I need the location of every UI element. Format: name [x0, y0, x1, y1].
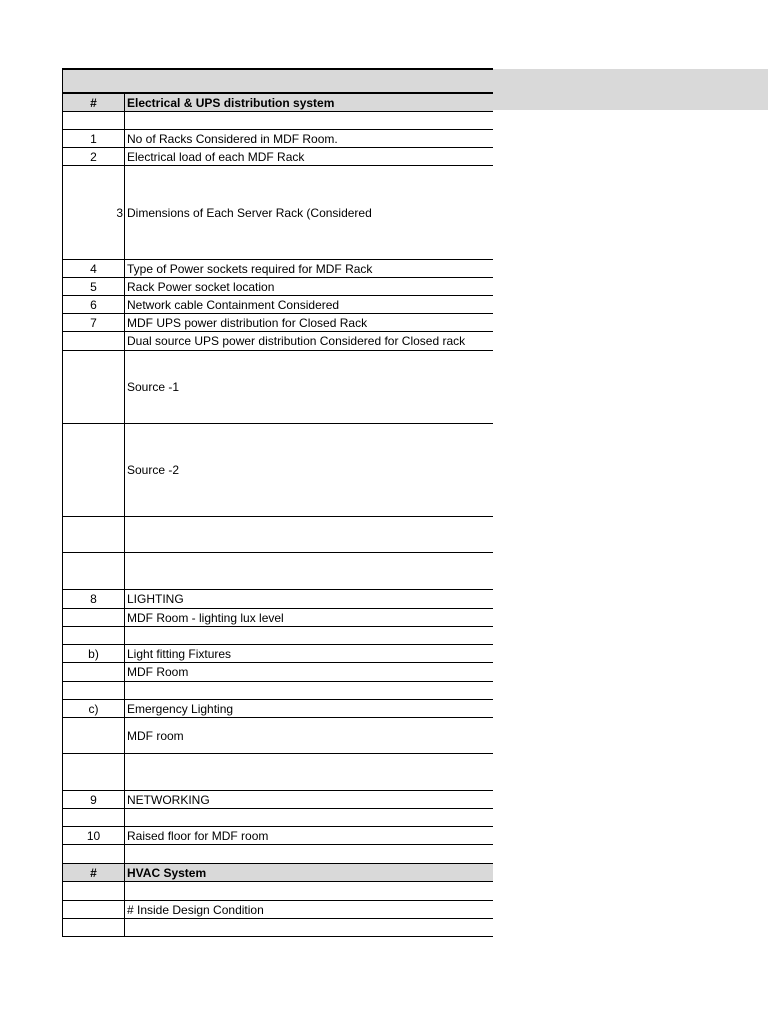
num-cell: c)	[63, 700, 125, 717]
desc-cell: Light fitting Fixtures	[127, 646, 232, 661]
num-cell: 7	[63, 314, 125, 331]
table-row	[62, 845, 493, 864]
desc-cell: # Inside Design Condition	[127, 902, 264, 917]
num-cell	[63, 845, 125, 863]
num-cell	[63, 754, 125, 790]
desc-cell	[125, 919, 493, 936]
num-cell	[63, 609, 125, 626]
table-row	[62, 827, 493, 845]
header-title-cell: HVAC System	[127, 865, 207, 880]
table-row	[62, 112, 493, 130]
table-row	[62, 663, 493, 682]
desc-cell	[125, 845, 493, 863]
table-row	[62, 718, 493, 754]
desc-cell: MDF Room	[127, 665, 189, 679]
desc-cell: No of Racks Considered in MDF Room.	[127, 131, 338, 146]
table-row	[62, 166, 493, 260]
num-cell: b)	[63, 645, 125, 662]
desc-cell	[125, 682, 493, 699]
table-row	[62, 424, 493, 517]
header-num-cell: #	[63, 94, 125, 111]
desc-cell: MDF UPS power distribution for Closed Rack	[127, 315, 368, 330]
desc-cell: Source -1	[127, 380, 180, 394]
num-cell: 2	[63, 148, 125, 165]
num-cell	[63, 627, 125, 644]
table-row	[62, 901, 493, 919]
desc-cell	[125, 627, 493, 644]
header-num-cell: #	[63, 864, 125, 881]
num-cell	[63, 351, 125, 423]
desc-cell: MDF Room - lighting lux level	[127, 610, 284, 625]
num-cell	[63, 424, 125, 516]
num-cell: 4	[63, 260, 125, 277]
num-cell	[63, 682, 125, 699]
section-header-electrical	[62, 94, 493, 112]
title-row	[62, 70, 493, 94]
table-row	[62, 314, 493, 332]
table-row	[62, 627, 493, 645]
table-row	[62, 278, 493, 296]
num-cell: 6	[63, 296, 125, 313]
table-row	[62, 296, 493, 314]
table-row	[62, 700, 493, 718]
desc-cell	[125, 809, 493, 826]
num-cell: 3	[63, 166, 125, 259]
table-row	[62, 919, 493, 937]
desc-cell: Dual source UPS power distribution Considered for Closed rack	[127, 334, 466, 348]
desc-cell: Rack Power socket location	[127, 279, 275, 294]
desc-cell: Source -2	[127, 463, 180, 477]
num-cell	[63, 517, 125, 552]
desc-cell: Raised floor for MDF room	[127, 828, 269, 843]
num-cell: 1	[63, 130, 125, 147]
desc-cell	[125, 112, 493, 129]
table-row	[62, 590, 493, 609]
num-cell	[63, 901, 125, 918]
num-cell	[63, 553, 125, 589]
table-row	[62, 609, 493, 627]
spreadsheet-table	[62, 68, 493, 937]
desc-cell	[125, 754, 493, 790]
num-cell: 9	[63, 791, 125, 808]
table-row	[62, 148, 493, 166]
table-row	[62, 882, 493, 901]
desc-cell	[125, 882, 493, 900]
desc-cell	[125, 553, 493, 589]
num-cell	[63, 112, 125, 129]
desc-cell: NETWORKING	[127, 792, 210, 807]
header-title-cell: Electrical & UPS distribution system	[127, 95, 335, 110]
table-row	[62, 517, 493, 553]
desc-cell: Electrical load of each MDF Rack	[127, 149, 305, 164]
desc-cell: LIGHTING	[127, 592, 184, 606]
header-gray-band	[493, 69, 768, 110]
title-row-cell	[63, 70, 125, 92]
desc-cell: Type of Power sockets required for MDF Rack	[127, 261, 373, 276]
num-cell	[63, 882, 125, 900]
desc-cell: Network cable Containment Considered	[127, 297, 340, 312]
table-row	[62, 682, 493, 700]
table-row	[62, 754, 493, 791]
num-cell: 8	[63, 590, 125, 608]
title-row-cell	[125, 70, 493, 92]
num-cell: 10	[63, 827, 125, 844]
num-cell	[63, 809, 125, 826]
table-row	[62, 332, 493, 351]
table-row	[62, 809, 493, 827]
table-row	[62, 351, 493, 424]
num-cell	[63, 663, 125, 681]
table-row	[62, 130, 493, 148]
num-cell: 5	[63, 278, 125, 295]
desc-cell: Dimensions of Each Server Rack (Considered	[127, 205, 372, 220]
num-cell	[63, 332, 125, 350]
desc-cell: Emergency Lighting	[127, 701, 234, 716]
table-row	[62, 260, 493, 278]
table-row	[62, 791, 493, 809]
desc-cell: MDF room	[127, 728, 184, 743]
section-header-hvac	[62, 864, 493, 882]
num-cell	[63, 919, 125, 936]
table-row	[62, 645, 493, 663]
desc-cell	[125, 517, 493, 552]
num-cell	[63, 718, 125, 753]
table-row	[62, 553, 493, 590]
